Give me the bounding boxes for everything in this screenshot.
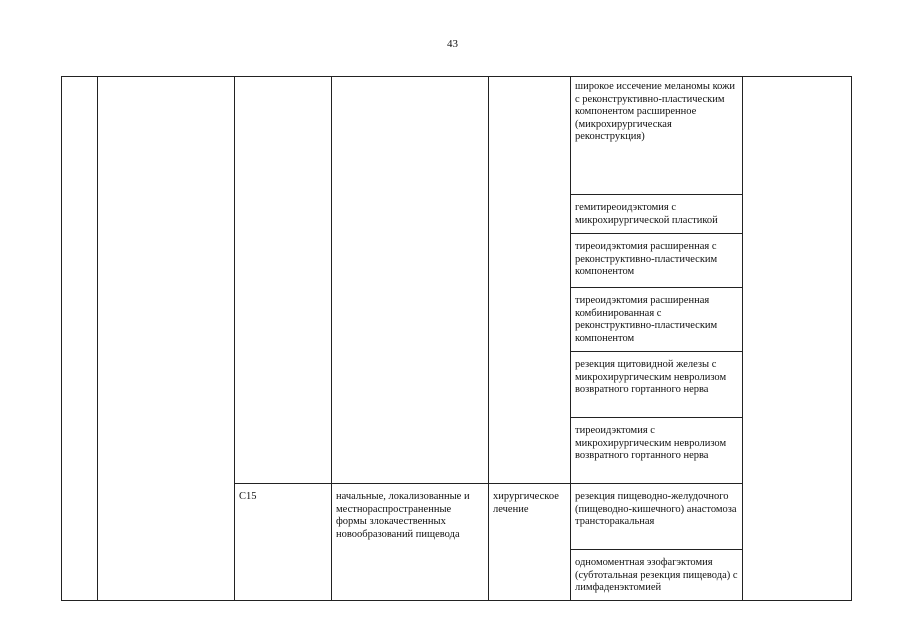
description-cell — [332, 77, 489, 484]
method-cell: тиреоидэктомия с микрохирургическим невролизом возвратного гортанного нерва — [571, 418, 743, 484]
code-cell: C15 — [235, 484, 332, 601]
method-cell: одномоментная эзофагэктомия (субтотальная резекция пищевода) с лимфаденэктомией — [571, 550, 743, 601]
page-number: 43 — [447, 38, 458, 50]
table-row — [62, 77, 852, 195]
method-cell: тиреоидэктомия расширенная с реконструктивно-пластическим компонентом — [571, 234, 743, 288]
treatment-cell: хирургическое лечение — [489, 484, 571, 601]
method-cell: тиреоидэктомия расширенная комбинированная с реконструктивно-пластическим компонентом — [571, 288, 743, 352]
code-cell — [235, 77, 332, 484]
treatment-cell — [489, 77, 571, 484]
description-cell: начальные, локализованные и местнораспространенные формы злокачественных новообразований пищевода — [332, 484, 489, 601]
method-cell: резекция пищеводно-желудочного (пищеводно-кишечного) анастомоза трансторакальная — [571, 484, 743, 550]
method-cell: гемитиреоидэктомия с микрохирургической пластикой — [571, 195, 743, 234]
profile-cell — [98, 77, 235, 601]
treatment-table — [61, 76, 852, 601]
method-cell: резекция щитовидной железы с микрохирургическим невролизом возвратного гортанного нерва — [571, 352, 743, 418]
norm-cell — [743, 77, 852, 601]
method-cell: широкое иссечение меланомы кожи с реконструктивно-пластическим компонентом расширенное (микрохирургическая реконструкция) — [571, 77, 743, 195]
row-number-cell — [62, 77, 98, 601]
